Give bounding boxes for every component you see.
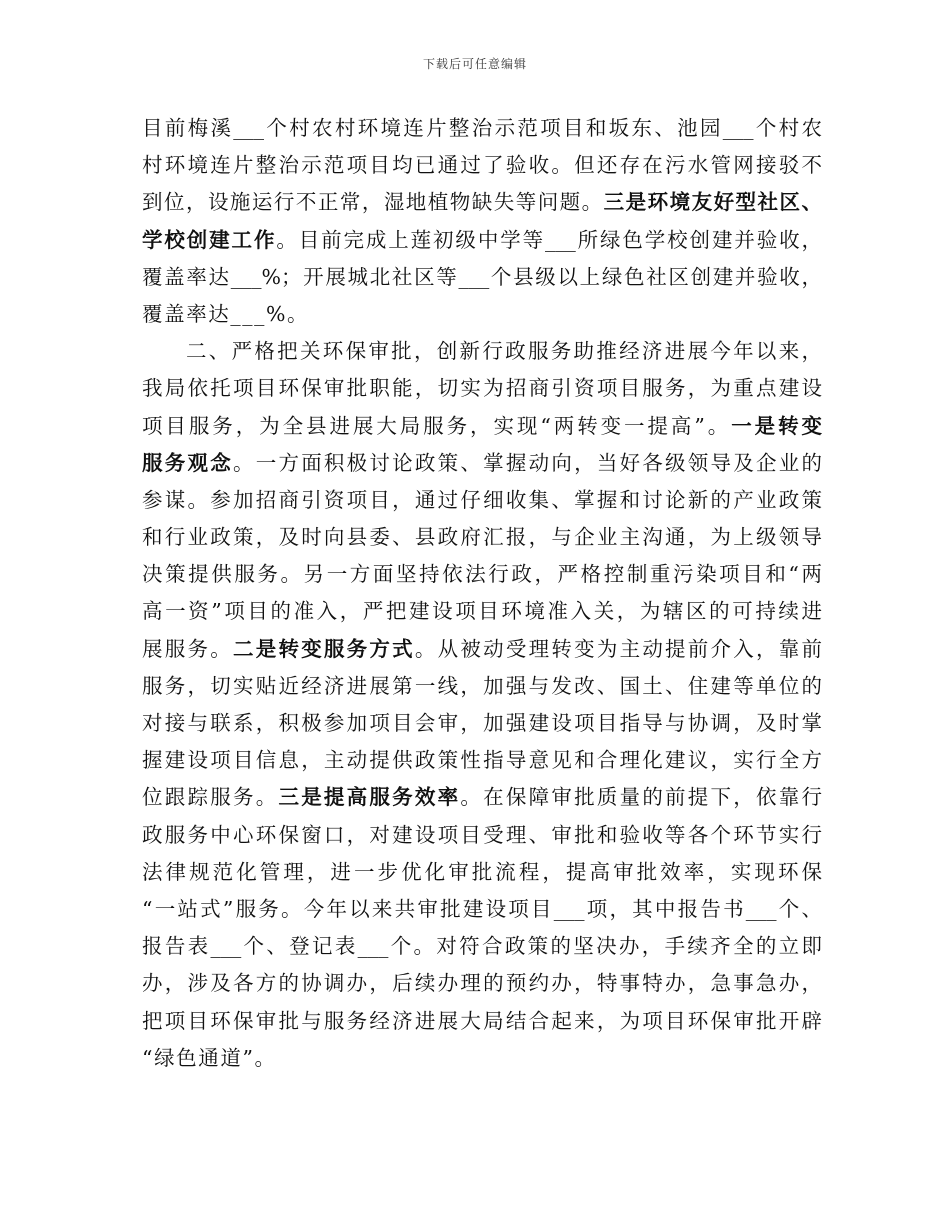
- text-line: [142, 333, 822, 370]
- text-line: [142, 1003, 822, 1040]
- text-line: [142, 1040, 822, 1077]
- bold-heading: 服务观念: [142, 450, 233, 475]
- text-span: 目前梅溪___个村农村环境连片整治示范项目和坂东、池园___个村农: [142, 116, 822, 140]
- text-span: 法律规范化管理，进一步优化审批流程，提高审批效率，实现环保: [142, 859, 822, 884]
- text-line: [142, 779, 822, 816]
- text-span: 项目服务，为全县进展大局服务，实现“两转变一提高”。: [142, 413, 732, 438]
- text-line: [142, 593, 822, 630]
- page-header: 下载后可任意编辑: [422, 57, 527, 71]
- text-line: [142, 408, 822, 445]
- document-body: [142, 110, 822, 1077]
- text-line: [142, 891, 822, 928]
- text-line: [142, 965, 822, 1002]
- text-span: “一站式”服务。今年以来共审批建设项目___项，其中报告书___个、: [142, 896, 822, 921]
- text-span: 覆盖率达___%。: [142, 301, 310, 326]
- text-span: 展服务。: [142, 636, 233, 661]
- text-span: 把项目环保审批与服务经济进展大局结合起来，为项目环保审批开辟: [142, 1008, 822, 1033]
- bold-heading: 学校创建工作: [142, 227, 277, 252]
- text-line: [142, 110, 822, 147]
- text-span: 我局依托项目环保审批职能，切实为招商引资项目服务，为重点建设: [142, 376, 822, 401]
- text-span: 。在保障审批质量的前提下，依靠行: [460, 785, 823, 810]
- text-span: 覆盖率达___%；开展城北社区等___个县级以上绿色社区创建并验收，: [142, 264, 822, 289]
- text-span: 对接与联系，积极参加项目会审，加强建设项目指导与协调，及时掌: [142, 711, 822, 735]
- bold-heading: 二是转变服务方式: [232, 636, 415, 661]
- text-line: [142, 817, 822, 854]
- text-span: 村环境连片整治示范项目均已通过了验收。但还存在污水管网接驳不: [142, 153, 822, 178]
- text-line: [142, 928, 822, 965]
- text-span: 位跟踪服务。: [142, 785, 279, 810]
- text-line: [142, 631, 822, 668]
- text-line: [142, 742, 822, 779]
- text-span: 政服务中心环保窗口，对建设项目受理、审批和验收等各个环节实行: [142, 822, 822, 847]
- text-line: [142, 668, 822, 705]
- text-line: [142, 519, 822, 556]
- text-span: 。一方面积极讨论政策、掌握动向，当好各级领导及企业的: [232, 450, 823, 475]
- text-line: [142, 296, 822, 333]
- text-span: 办，涉及各方的协调办，后续办理的预约办，特事特办，急事急办，: [142, 971, 822, 996]
- text-span: 握建设项目信息，主动提供政策性指导意见和合理化建议，实行全方: [142, 748, 822, 773]
- text-span: 。目前完成上莲初级中学等___所绿色学校创建并验收，: [276, 227, 822, 252]
- text-span: 参谋。参加招商引资项目，通过仔细收集、掌握和讨论新的产业政策: [142, 487, 822, 512]
- text-line: [142, 705, 822, 742]
- section-heading: 二、严格把关环保审批，创新行政服务助推经济进展今年以来，: [186, 339, 822, 364]
- bold-heading: 三是提高服务效率: [278, 785, 461, 810]
- text-line: [142, 184, 822, 221]
- text-span: 服务，切实贴近经济进展第一线，加强与发改、国土、住建等单位的: [142, 673, 822, 698]
- text-line: [142, 854, 822, 891]
- text-span: 和行业政策，及时向县委、县政府汇报，与企业主沟通，为上级领导: [142, 525, 822, 550]
- text-line: [142, 259, 822, 296]
- text-span: 。从被动受理转变为主动提前介入，靠前: [414, 636, 823, 661]
- text-span: 高一资”项目的准入，严把建设项目环境准入关，为辖区的可持续进: [142, 599, 822, 624]
- text-line: [142, 556, 822, 593]
- text-line: [142, 222, 822, 259]
- text-span: 决策提供服务。另一方面坚持依法行政，严格控制重污染项目和“两: [142, 562, 822, 587]
- text-span: “绿色通道”。: [142, 1045, 277, 1070]
- text-line: [142, 370, 822, 407]
- bold-heading: 三是环境友好型社区、: [603, 190, 823, 215]
- text-span: 报告表___个、登记表___个。对符合政策的坚决办，手续齐全的立即: [142, 934, 822, 959]
- text-line: [142, 482, 822, 519]
- text-span: 到位，设施运行不正常，湿地植物缺失等问题。: [142, 190, 604, 215]
- text-line: [142, 445, 822, 482]
- text-line: [142, 147, 822, 184]
- bold-heading: 一是转变: [731, 413, 822, 438]
